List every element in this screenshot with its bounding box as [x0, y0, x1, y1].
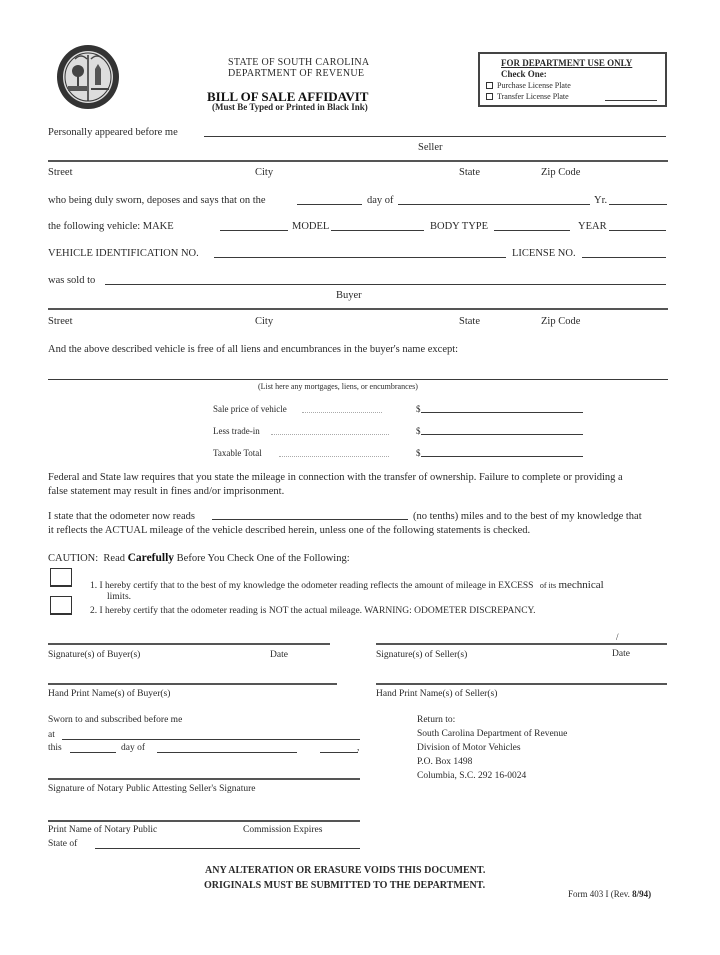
buyer-date-caption: Date	[270, 650, 288, 660]
model-field[interactable]	[331, 230, 424, 231]
vin-label: VEHICLE IDENTIFICATION NO.	[48, 248, 199, 259]
form-number	[568, 890, 651, 899]
seller-city-caption: City	[255, 167, 274, 178]
taxable-total-leader	[279, 456, 389, 457]
taxable-total-label: Taxable Total	[213, 448, 262, 458]
sworn-month-field[interactable]	[398, 204, 590, 205]
odometer-field[interactable]	[212, 519, 408, 520]
alteration-warning: ANY ALTERATION OR ERASURE VOIDS THIS DOCUMENT.	[205, 865, 486, 876]
body-type-label: BODY TYPE	[430, 221, 489, 232]
buyer-print-caption: Hand Print Name(s) of Buyer(s)	[48, 689, 171, 699]
notary-signature-field[interactable]	[48, 778, 360, 780]
notary-day-of-label: day of	[121, 743, 146, 753]
buyer-caption: Buyer	[336, 290, 362, 301]
odometer-prefix: I state that the odometer now reads	[48, 511, 195, 522]
trade-in-label: Less trade-in	[213, 426, 260, 436]
purchase-plate-checkbox[interactable]	[486, 82, 493, 89]
vehicle-prefix: the following vehicle: MAKE	[48, 221, 174, 232]
seller-print-name-field[interactable]	[376, 683, 667, 685]
seller-print-caption: Hand Print Name(s) of Seller(s)	[376, 689, 498, 699]
appeared-label: Personally appeared before me	[48, 127, 178, 138]
return-address-line-2: Division of Motor Vehicles	[417, 743, 521, 753]
return-address-line-3: P.O. Box 1498	[417, 757, 473, 767]
state-of-field[interactable]	[95, 848, 360, 849]
seller-date-caption: Date	[612, 649, 630, 659]
purchase-plate-label: Purchase License Plate	[497, 81, 571, 90]
sale-price-leader	[302, 412, 382, 413]
make-field[interactable]	[220, 230, 288, 231]
return-address-line-4: Columbia, S.C. 292 16-0024	[417, 771, 527, 781]
license-field[interactable]	[582, 257, 666, 258]
check-one-label: Check One:	[501, 69, 547, 79]
caution-rest: Before You Check One of the Following:	[176, 553, 350, 564]
odometer-line-2: it reflects the ACTUAL mileage of the vehicle described herein, unless one of the following statements is checked.	[48, 525, 531, 536]
seller-signature-caption: Signature(s) of Seller(s)	[376, 650, 468, 660]
vin-field[interactable]	[214, 257, 506, 258]
sold-to-label: was sold to	[48, 275, 96, 286]
seller-street-caption: Street	[48, 167, 73, 178]
law-text-line-2: false statement may result in fines and/or imprisonment.	[48, 486, 285, 497]
notary-year-field[interactable]	[320, 752, 358, 753]
year-field[interactable]	[609, 230, 666, 231]
notary-comma: ,	[357, 743, 360, 753]
law-text-line-1: Federal and State law requires that you state the mileage in connection with the transfer of ownership. Failure to complete or providing a	[48, 472, 623, 483]
buyer-city-caption: City	[255, 316, 274, 327]
form-revision: 8/94)	[632, 889, 652, 899]
liens-field[interactable]	[48, 379, 668, 380]
sworn-prefix: who being duly sworn, deposes and says that on the	[48, 195, 266, 206]
state-of-label: State of	[48, 839, 78, 849]
body-type-field[interactable]	[494, 230, 570, 231]
notary-month-field[interactable]	[157, 752, 297, 753]
statement-2: 2. I hereby certify that the odometer reading is NOT the actual mileage. WARNING: ODOMETER DISCREPANCY.	[90, 606, 536, 616]
form-number-text: Form 403 I (Rev.	[568, 889, 630, 899]
statement-1-tail-small: of its	[539, 581, 557, 590]
transfer-plate-label: Transfer License Plate	[497, 92, 569, 101]
notary-print-name-field[interactable]	[48, 820, 360, 822]
caution-line	[48, 553, 350, 565]
seller-signature-field[interactable]	[376, 643, 667, 645]
commission-expires-caption: Commission Expires	[243, 825, 323, 835]
buyer-print-name-field[interactable]	[48, 683, 337, 685]
form-title: BILL OF SALE AFFIDAVIT	[207, 89, 369, 104]
caution-carefully: Carefully	[127, 552, 175, 564]
year-label: YEAR	[578, 221, 607, 232]
buyer-signature-field[interactable]	[48, 643, 330, 645]
sworn-day-field[interactable]	[297, 204, 362, 205]
day-of-label: day of	[367, 195, 394, 206]
sale-price-currency: $	[416, 404, 421, 414]
agency-line-2: DEPARTMENT OF REVENUE	[228, 68, 365, 79]
notary-at-label: at	[48, 730, 55, 740]
taxable-total-field[interactable]	[421, 456, 583, 457]
trade-in-currency: $	[416, 426, 421, 436]
odometer-discrepancy-checkbox[interactable]	[50, 596, 72, 615]
statement-1-cont: limits.	[107, 592, 132, 602]
taxable-total-currency: $	[416, 448, 421, 458]
transfer-plate-field[interactable]	[605, 100, 657, 101]
buyer-state-caption: State	[459, 316, 480, 327]
agency-line-1: STATE OF SOUTH CAROLINA	[228, 57, 370, 68]
trade-in-field[interactable]	[421, 434, 583, 435]
sworn-year-field[interactable]	[609, 204, 667, 205]
notary-day-field[interactable]	[70, 752, 116, 753]
notary-this-label: this	[48, 743, 62, 753]
return-address-line-1: South Carolina Department of Revenue	[417, 729, 568, 739]
license-label: LICENSE NO.	[512, 248, 576, 259]
caution-label: CAUTION:	[48, 553, 99, 564]
statement-1-text: 1. I hereby certify that to the best of my knowledge the odometer reading reflects the amount of mileage in EXCESS	[90, 581, 534, 591]
buyer-signature-caption: Signature(s) of Buyer(s)	[48, 650, 141, 660]
trade-in-leader	[271, 434, 389, 435]
sale-price-label: Sale price of vehicle	[213, 404, 287, 414]
statement-1	[90, 580, 604, 592]
department-use-box	[478, 52, 667, 107]
notary-print-caption: Print Name of Notary Public	[48, 825, 158, 835]
liens-caption: (List here any mortgages, liens, or encumbrances)	[258, 382, 418, 391]
buyer-zip-caption: Zip Code	[541, 316, 581, 327]
statement-1-tail-big: mechnical	[558, 579, 604, 591]
seller-address-field[interactable]	[48, 160, 668, 162]
liens-statement: And the above described vehicle is free of all liens and encumbrances in the buyer's name except:	[48, 344, 459, 355]
odometer-suffix: (no tenths) miles and to the best of my knowledge that	[413, 511, 642, 522]
buyer-name-field[interactable]	[105, 284, 666, 285]
seller-caption: Seller	[418, 142, 443, 153]
model-label: MODEL	[292, 221, 330, 232]
excess-mileage-checkbox[interactable]	[50, 568, 72, 587]
transfer-plate-checkbox[interactable]	[486, 93, 493, 100]
sworn-subscribed-label: Sworn to and subscribed before me	[48, 715, 183, 725]
seller-date-mark: /	[616, 632, 619, 642]
caution-read: Read	[103, 553, 125, 564]
yr-label: Yr.	[594, 195, 608, 206]
notary-signature-caption: Signature of Notary Public Attesting Seller's Signature	[48, 784, 256, 794]
originals-warning: ORIGINALS MUST BE SUBMITTED TO THE DEPARTMENT.	[204, 880, 486, 891]
state-seal-icon	[55, 43, 121, 111]
dept-box-heading: FOR DEPARTMENT USE ONLY	[501, 58, 633, 68]
return-to-label: Return to:	[417, 715, 456, 725]
form-subtitle: (Must Be Typed or Printed in Black Ink)	[212, 102, 368, 112]
seller-name-field[interactable]	[204, 136, 666, 137]
seller-zip-caption: Zip Code	[541, 167, 581, 178]
seller-state-caption: State	[459, 167, 480, 178]
buyer-street-caption: Street	[48, 316, 73, 327]
notary-location-field[interactable]	[62, 739, 360, 740]
buyer-address-field[interactable]	[48, 308, 668, 310]
sale-price-field[interactable]	[421, 412, 583, 413]
